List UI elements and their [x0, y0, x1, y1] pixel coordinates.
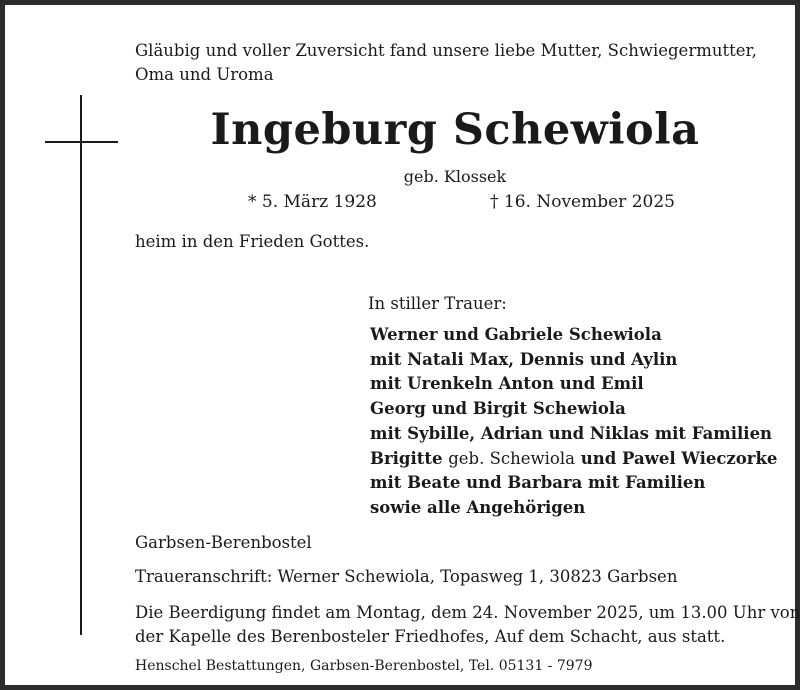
- funeral-info: [135, 601, 800, 649]
- mourner-line: mit Sybille, Adrian und Niklas mit Familien: [370, 423, 773, 443]
- mourner-partner: und Pawel Wieczorke: [580, 448, 778, 468]
- mourner-line: mit Beate und Barbara mit Familien: [370, 473, 706, 493]
- mourner-line: Georg und Birgit Schewiola: [370, 399, 626, 419]
- deceased-name: Ingeburg Schewiola: [210, 105, 700, 155]
- undertaker-info: Henschel Bestattungen, Garbsen-Berenbostel, Tel. 05131 - 7979: [135, 658, 593, 674]
- birth-date: * 5. März 1928: [248, 192, 377, 212]
- mourners-list: [370, 323, 777, 521]
- mourner-name: Brigitte: [370, 448, 443, 468]
- intro-ending: heim in den Frieden Gottes.: [135, 232, 370, 251]
- place-name: Garbsen-Berenbostel: [135, 533, 312, 552]
- funeral-line-1: Die Beerdigung findet am Montag, dem 24. November 2025, um 13.00 Uhr von: [135, 603, 800, 622]
- intro-line-1: Gläubig und voller Zuversicht fand unsere liebe Mutter, Schwiegermutter,: [135, 41, 757, 60]
- mourner-maiden-name: geb. Schewiola: [448, 448, 575, 468]
- mourner-line: mit Natali Max, Dennis und Aylin: [370, 349, 678, 369]
- mourner-line: sowie alle Angehörigen: [370, 497, 586, 517]
- death-date: † 16. November 2025: [490, 192, 675, 212]
- birth-name: geb. Klossek: [403, 167, 507, 186]
- funeral-line-2: der Kapelle des Berenbosteler Friedhofes, Auf dem Schacht, aus statt.: [135, 627, 726, 646]
- mourner-line: Werner und Gabriele Schewiola: [370, 325, 662, 344]
- mourning-address: Traueranschrift: Werner Schewiola, Topasweg 1, 30823 Garbsen: [135, 567, 678, 586]
- mourner-line: mit Urenkeln Anton und Emil: [370, 374, 644, 394]
- mourning-heading: In stiller Trauer:: [368, 294, 507, 313]
- mourner-line: [370, 447, 777, 472]
- intro-line-2: Oma und Uroma: [135, 65, 274, 84]
